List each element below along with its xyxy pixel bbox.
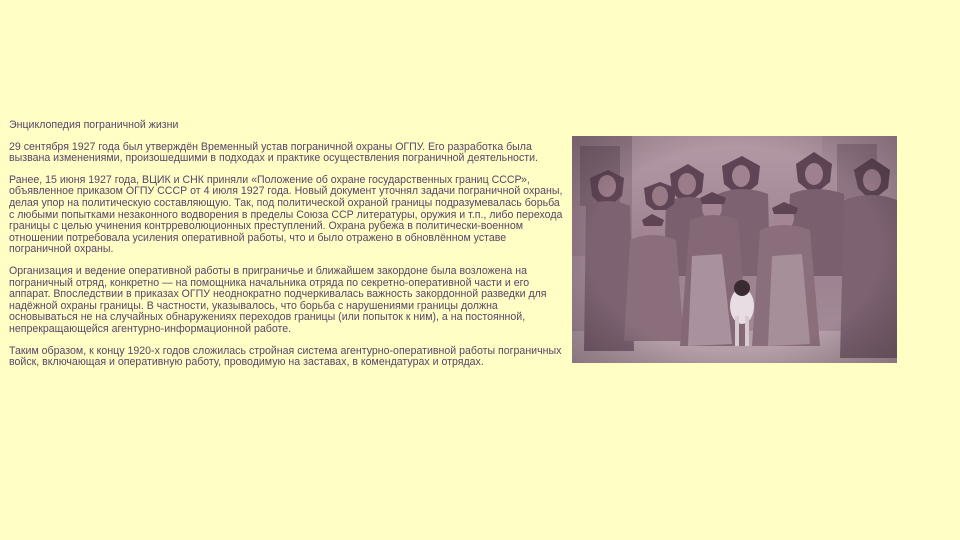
paragraph-2: Ранее, 15 июня 1927 года, ВЦИК и СНК приняли «Положение об охране государственных границ СССР», объявленное приказом ОГПУ СССР от 4 июля 1927 года. Новый документ уточнял задачи пограничной охраны, делая упор на политическую составляющую. Так, под политической охраной границы подразумевалась борьба с любыми попытками незаконного водворения в пределы Союза ССР литературы, оружия и т.п., либо перехода границы с целью учинения контрреволюционных преступлений. Охрана рубежа в политически-военном отношении потребовала усиления оперативной работы, что и было отражено в обновлённом уставе пограничной охраны.: [9, 173, 563, 256]
text-block: [9, 120, 564, 379]
historical-group-photo: [572, 136, 897, 363]
paragraph-1: 29 сентября 1927 года был утверждён Временный устав пограничной охраны ОГПУ. Его разработка была вызвана изменениями, произошедшими в подходах и практике осуществления пограничной деятельности.: [9, 140, 538, 165]
slide-heading: Энциклопедия пограничной жизни: [9, 119, 179, 131]
paragraph-3: Организация и ведение оперативной работы в приграничье и ближайшем закордоне была возложена на пограничный отряд, конкретно — на помощника начальника отряда по секретно-оперативной части и его аппарат. Впоследствии в приказах ОГПУ неоднократно подчеркивалась важность закордонной разведки для надёжной охраны границы. В частности, указывалось, что борьба с нарушениями границы должна основываться не на случайных обнаружениях переходов границы (или попыток к ним), а на постоянной, непрекращающейся агентурно-информационной работе.: [9, 264, 547, 335]
paragraph-4: Таким образом, к концу 1920-х годов сложилась стройная система агентурно-оперативной работы пограничных войск, включающая и оперативную работу, проводимую на заставах, в комендатурах и отрядах.: [9, 344, 562, 369]
